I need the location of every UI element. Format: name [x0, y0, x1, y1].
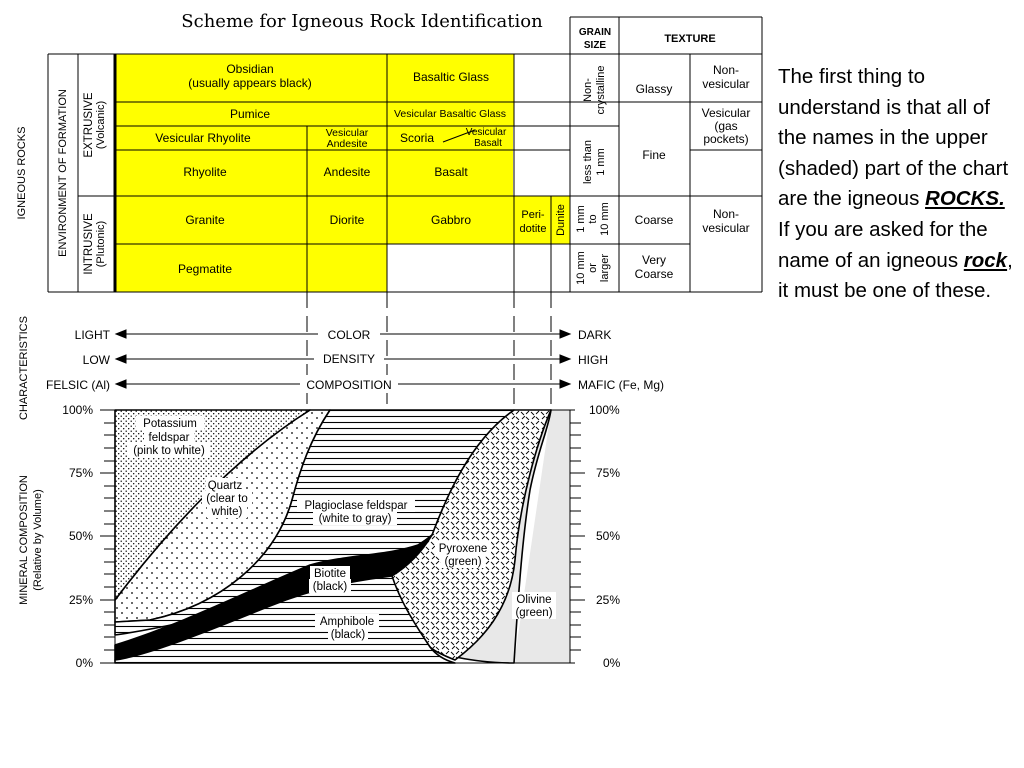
mineral-amphibole: Amphibole — [319, 616, 375, 628]
grain-1-to-10mm: 1 mm — [575, 205, 587, 233]
grain-1-to-10mm-2: to — [587, 214, 599, 224]
rock-vesicular-rhyolite: Vesicular Rhyolite — [155, 131, 251, 145]
grain-10mm-or-larger-3: larger — [599, 253, 611, 283]
char-density: DENSITY — [322, 352, 376, 366]
char-high: HIGH — [578, 353, 608, 367]
grain-noncrystalline: Non- — [582, 78, 594, 102]
rock-diorite: Diorite — [329, 213, 365, 227]
texture-non-vesicular: Non- — [712, 63, 740, 77]
label-intrusive: INTRUSIVE — [83, 213, 95, 275]
texture-non-vesicular-lower-2: vesicular — [702, 221, 750, 235]
grain-10mm-or-larger: 10 mm — [575, 251, 587, 285]
rock-basalt: Basalt — [434, 165, 468, 179]
label-extrusive: EXTRUSIVE — [83, 92, 95, 158]
header-grain-size-2: SIZE — [583, 40, 607, 51]
tick-left-75: 75% — [68, 466, 93, 480]
texture-vesicular-2: (gas — [714, 119, 738, 133]
label-relative-by-volume: (Relative by Volume) — [32, 489, 44, 591]
texture-non-vesicular-2: vesicular — [702, 77, 750, 91]
char-composition: COMPOSITION — [306, 378, 392, 392]
tick-left-0: 0% — [75, 656, 93, 670]
header-texture: TEXTURE — [664, 33, 716, 45]
tick-left-50: 50% — [68, 529, 93, 543]
note-text-3: , it must be one of these. — [778, 248, 1013, 303]
tick-right-50: 50% — [596, 529, 621, 543]
tick-right-0: 0% — [603, 656, 621, 670]
grain-1-to-10mm-3: 10 mm — [599, 202, 611, 236]
grain-noncrystalline-2: crystalline — [595, 65, 607, 115]
mineral-olivine: Olivine — [516, 594, 552, 606]
rock-vesicular-basaltic-glass: Vesicular Basaltic Glass — [393, 108, 507, 120]
mineral-amphibole-2: (black) — [330, 629, 366, 641]
label-characteristics: CHARACTERISTICS — [18, 316, 30, 420]
rock-basaltic-glass: Basaltic Glass — [412, 70, 490, 84]
char-low: LOW — [82, 353, 110, 367]
rock-andesite: Andesite — [323, 165, 371, 179]
grain-less-than-1mm: less than — [582, 139, 594, 185]
tick-right-75: 75% — [596, 466, 621, 480]
mineral-pyroxene: Pyroxene — [438, 543, 488, 555]
rock-vesicular-andesite: Vesicular — [325, 127, 369, 139]
mineral-quartz-3: white) — [211, 506, 243, 518]
texture-vesicular: Vesicular — [701, 106, 751, 120]
note-text-1: The first thing to understand is that all of the names in the upper (shaded) part of the chart are the igneous — [778, 65, 1009, 211]
mineral-biotite-2: (black) — [312, 581, 348, 593]
rock-obsidian-note: (usually appears black) — [188, 76, 312, 90]
rock-pegmatite: Pegmatite — [177, 262, 233, 276]
char-felsic: FELSIC (Al) — [45, 378, 110, 392]
note-rock-emphasis: rock — [963, 248, 1008, 272]
mineral-quartz: Quartz — [207, 480, 243, 492]
mineral-pyroxene-2: (green) — [444, 556, 482, 568]
label-mineral-composition: MINERAL COMPOSITION — [18, 475, 30, 605]
rock-dunite: Dunite — [555, 204, 567, 236]
grain-10mm-or-larger-2: or — [587, 263, 599, 273]
label-environment: ENVIRONMENT OF FORMATION — [57, 89, 69, 257]
rock-gabbro: Gabbro — [430, 213, 472, 227]
mineral-quartz-2: (clear to — [206, 493, 248, 505]
mineral-biotite: Biotite — [314, 568, 346, 580]
texture-very-coarse: Very — [641, 253, 667, 267]
header-grain-size: GRAIN — [578, 27, 612, 38]
grain-less-than-1mm-2: 1 mm — [595, 148, 607, 176]
mineral-plagioclase-2: (white to gray) — [318, 513, 392, 525]
char-light: LIGHT — [74, 328, 110, 342]
explanation-note — [778, 62, 1018, 307]
rock-peridotite: Peri- — [521, 209, 545, 221]
note-rocks-emphasis: ROCKS. — [925, 187, 1005, 211]
rock-pumice: Pumice — [229, 107, 271, 121]
mineral-potassium-feldspar-3: (pink to white) — [133, 445, 205, 457]
texture-non-vesicular-lower: Non- — [712, 207, 740, 221]
label-igneous-rocks: IGNEOUS ROCKS — [16, 126, 28, 220]
texture-vesicular-3: pockets) — [703, 132, 749, 146]
texture-glassy: Glassy — [635, 82, 673, 96]
rock-vesicular-andesite-2: Andesite — [326, 138, 368, 150]
rock-obsidian: Obsidian — [226, 62, 274, 76]
rock-scoria: Scoria — [399, 131, 435, 145]
texture-very-coarse-2: Coarse — [634, 267, 674, 281]
char-color: COLOR — [327, 328, 371, 342]
mineral-olivine-2: (green) — [515, 607, 553, 619]
rock-peridotite-2: dotite — [519, 223, 547, 235]
label-volcanic: (Volcanic) — [95, 100, 107, 150]
tick-right-25: 25% — [596, 593, 621, 607]
mineral-potassium-feldspar: Potassium — [143, 418, 197, 430]
rock-granite: Granite — [185, 213, 225, 227]
mineral-plagioclase: Plagioclase feldspar — [304, 500, 408, 512]
rock-rhyolite: Rhyolite — [183, 165, 227, 179]
diagram-title: Scheme for Igneous Rock Identification — [181, 11, 543, 32]
label-plutonic: (Plutonic) — [95, 220, 107, 268]
tick-right-100: 100% — [589, 403, 620, 417]
rock-vesicular-basalt-2: Basalt — [474, 138, 502, 149]
rock-vesicular-basalt: Vesicular — [465, 127, 507, 138]
note-text-2: If you are asked for the name of an igneous — [778, 217, 988, 272]
texture-coarse: Coarse — [634, 213, 674, 227]
tick-left-100: 100% — [62, 403, 93, 417]
tick-left-25: 25% — [68, 593, 93, 607]
mineral-potassium-feldspar-2: feldspar — [148, 432, 190, 444]
char-mafic: MAFIC (Fe, Mg) — [578, 378, 664, 392]
char-dark: DARK — [578, 328, 612, 342]
texture-fine: Fine — [642, 148, 666, 162]
